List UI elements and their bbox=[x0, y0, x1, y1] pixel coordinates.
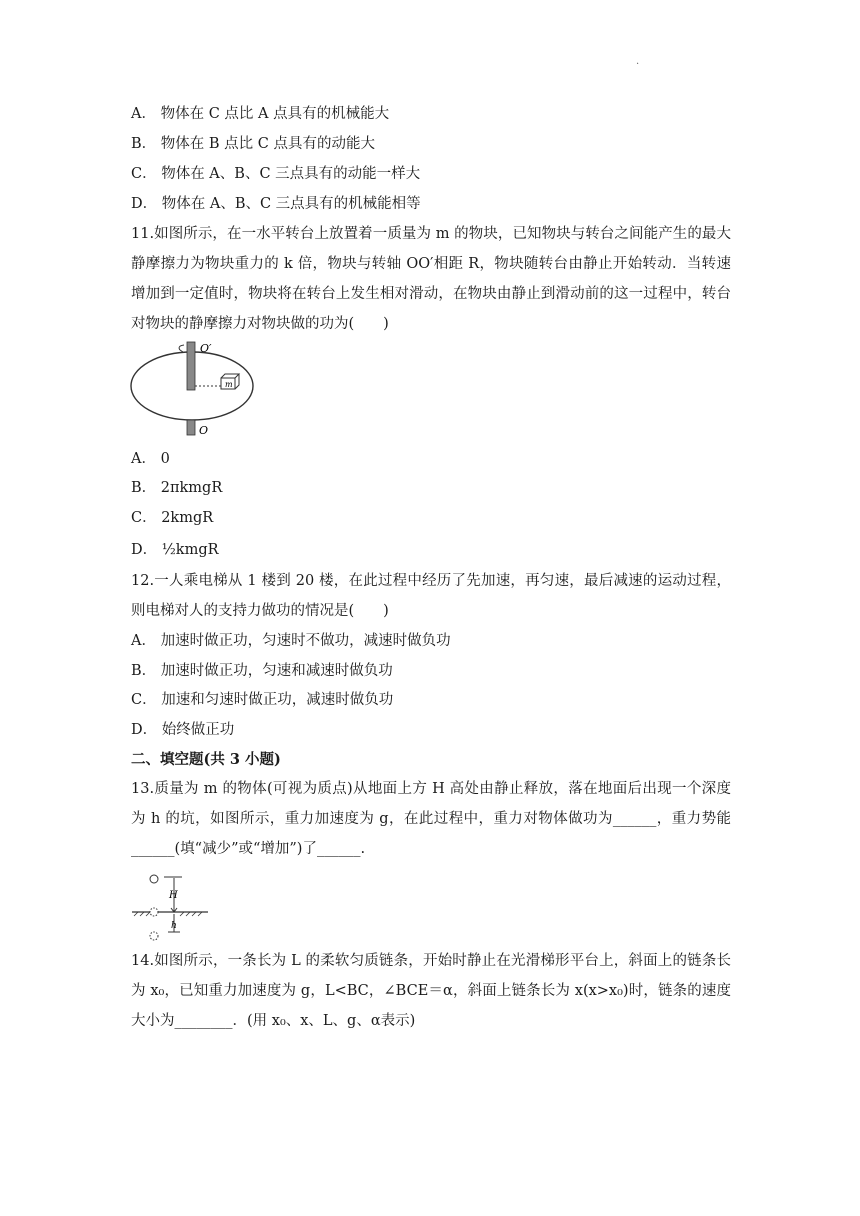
q11-stem: 11.如图所示，在一水平转台上放置着一质量为 m 的物块，已知物块与转台之间能产生的最大静摩擦力为物块重力的 k 倍，物块与转轴 OO′相距 R，物块随转台由静止开始转动．当转速增加到一定值时，物块将在转台上发生相对滑动，在物块由静止到滑动前的这一过程中，转台对物块的静摩擦力对物块做的功为( ) bbox=[131, 226, 731, 332]
block-label: m bbox=[225, 380, 233, 389]
q13-stem: 13.质量为 m 的物体(可视为质点)从地面上方 H 高处由静止释放，落在地面后出现一个深度为 h 的坑，如图所示，重力加速度为 g，在此过程中，重力对物体做功为______，重力势能______(填“减少”或“增加”)了______. bbox=[131, 781, 731, 857]
axis-bottom-label: O bbox=[199, 424, 209, 437]
page-mark: . bbox=[636, 56, 640, 67]
label-h: h bbox=[171, 921, 177, 931]
label-H: H bbox=[169, 890, 178, 901]
q12-option-d: D． 始终做正功 bbox=[131, 722, 235, 738]
q10-option-d: D． 物体在 A、B、C 三点具有的机械能相等 bbox=[131, 196, 421, 212]
q11-option-b: B． 2πkmgR bbox=[131, 480, 223, 496]
q12-stem: 12.一人乘电梯从 1 楼到 20 楼，在此过程中经历了先加速，再匀速，最后减速的运动过程，则电梯对人的支持力做功的情况是( ) bbox=[131, 573, 731, 619]
q10-option-a: A． 物体在 C 点比 A 点具有的机械能大 bbox=[131, 106, 390, 122]
falling-object-figure bbox=[130, 868, 210, 942]
q12-option-a: A． 加速时做正功，匀速时不做功，减速时做负功 bbox=[131, 633, 451, 649]
axis-top-label: O′ bbox=[200, 342, 212, 355]
q10-option-c: C． 物体在 A、B、C 三点具有的动能一样大 bbox=[131, 166, 421, 182]
section-title: 二、填空题(共 3 小题) bbox=[131, 751, 281, 768]
q14-stem: 14.如图所示，一条长为 L 的柔软匀质链条，开始时静止在光滑梯形平台上，斜面上的链条长为 x₀，已知重力加速度为 g，L<BC，∠BCE＝α，斜面上链条长为 x(x>x₀)时，链条的速度大小为________．(用 x₀、x、L、g、α表示) bbox=[131, 953, 731, 1029]
turntable-figure bbox=[128, 336, 258, 442]
q11-option-a: A． 0 bbox=[131, 451, 170, 467]
q10-option-b: B． 物体在 B 点比 C 点具有的动能大 bbox=[131, 136, 375, 152]
q11-option-c: C． 2kmgR bbox=[131, 510, 214, 526]
q12-option-b: B． 加速时做正功，匀速和减速时做负功 bbox=[131, 663, 393, 679]
q11-option-d: D． ½kmgR bbox=[131, 542, 219, 558]
q12-option-c: C． 加速和匀速时做正功，减速时做负功 bbox=[131, 692, 394, 708]
